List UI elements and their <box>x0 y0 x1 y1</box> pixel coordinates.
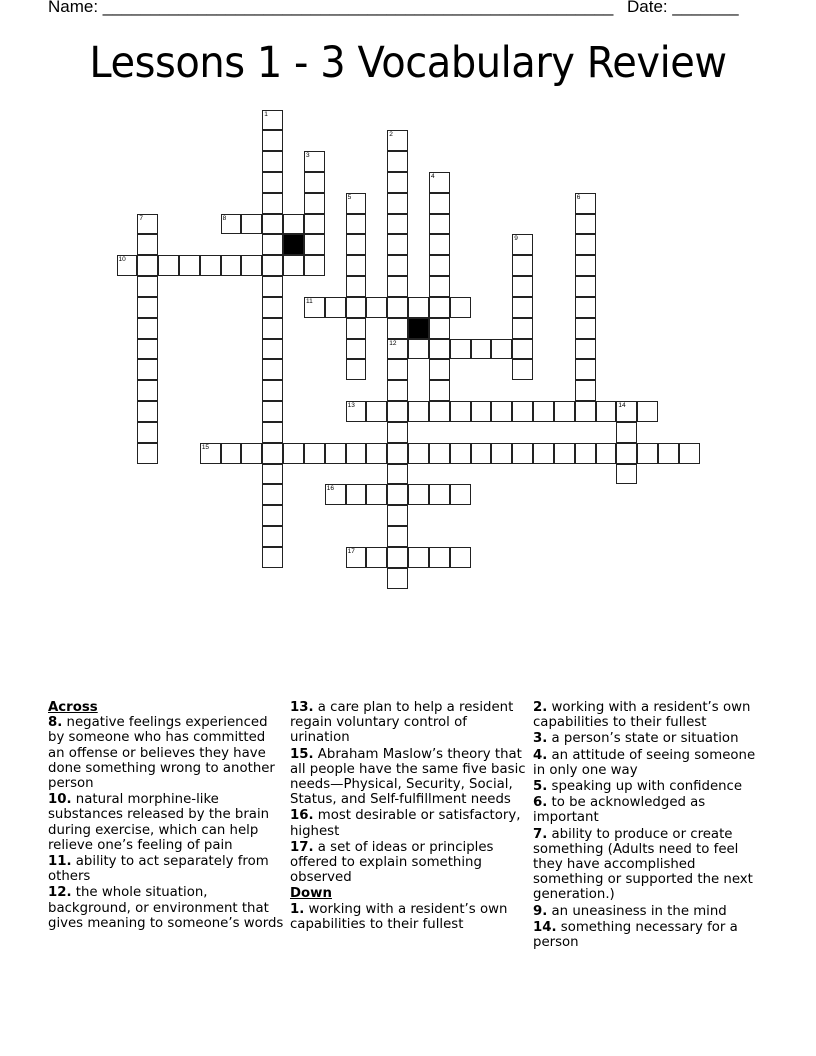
clue-item: 3. a person’s state or situation <box>533 731 739 747</box>
grid-cell[interactable] <box>283 255 304 276</box>
grid-cell[interactable] <box>137 422 158 443</box>
grid-cell[interactable] <box>575 339 596 360</box>
grid-cell[interactable] <box>616 422 637 443</box>
grid-cell[interactable] <box>575 401 596 422</box>
grid-cell[interactable] <box>346 359 367 380</box>
clue-item: 5. speaking up with confidence <box>533 779 743 795</box>
grid-cell[interactable] <box>366 297 387 318</box>
grid-cell[interactable] <box>325 297 346 318</box>
grid-cell[interactable] <box>408 401 429 422</box>
grid-cell[interactable] <box>450 297 471 318</box>
grid-cell[interactable] <box>262 359 283 380</box>
grid-cell[interactable] <box>387 526 408 547</box>
grid-cell[interactable] <box>137 214 158 235</box>
grid-cell[interactable] <box>221 255 242 276</box>
black-cell <box>408 318 429 339</box>
grid-cell[interactable] <box>387 318 408 339</box>
grid-cell[interactable] <box>262 276 283 297</box>
clue-item: 10. natural morphine-like substances released by the brain during exercise, which can help relieve one’s feeling of pain <box>48 792 270 853</box>
clue-number: 13 <box>347 402 355 410</box>
grid-cell[interactable] <box>346 339 367 360</box>
grid-cell[interactable] <box>512 339 533 360</box>
grid-cell[interactable] <box>346 214 367 235</box>
grid-cell[interactable] <box>262 339 283 360</box>
grid-cell[interactable] <box>533 443 554 464</box>
grid-cell[interactable] <box>408 297 429 318</box>
grid-cell[interactable] <box>429 318 450 339</box>
grid-cell[interactable] <box>554 401 575 422</box>
grid-cell[interactable] <box>283 443 304 464</box>
grid-cell[interactable] <box>408 443 429 464</box>
grid-cell[interactable] <box>387 359 408 380</box>
clue-item: 4. an attitude of seeing someone in only one way <box>533 747 756 778</box>
grid-cell[interactable] <box>200 443 221 464</box>
grid-cell[interactable] <box>512 297 533 318</box>
clue-number: 4 <box>430 172 435 180</box>
grid-cell[interactable] <box>387 130 408 151</box>
grid-cell[interactable] <box>596 401 617 422</box>
grid-cell[interactable] <box>387 464 408 485</box>
clue-number: 11 <box>305 297 313 305</box>
grid-cell[interactable] <box>387 443 408 464</box>
grid-cell[interactable] <box>429 484 450 505</box>
grid-cell[interactable] <box>304 172 325 193</box>
grid-cell[interactable] <box>387 422 408 443</box>
grid-cell[interactable] <box>408 339 429 360</box>
grid-cell[interactable] <box>637 401 658 422</box>
clue-item: 6. to be acknowledged as important <box>533 795 706 826</box>
grid-cell[interactable] <box>575 318 596 339</box>
grid-cell[interactable] <box>262 297 283 318</box>
grid-cell[interactable] <box>575 359 596 380</box>
grid-cell[interactable] <box>137 234 158 255</box>
grid-cell[interactable] <box>137 443 158 464</box>
grid-cell[interactable] <box>429 401 450 422</box>
grid-cell[interactable] <box>137 359 158 380</box>
grid-cell[interactable] <box>429 359 450 380</box>
clue-number: 16 <box>326 485 335 493</box>
grid-cell[interactable] <box>346 318 367 339</box>
clue-number: 15 <box>201 443 210 451</box>
grid-cell[interactable] <box>491 443 512 464</box>
grid-cell[interactable] <box>512 443 533 464</box>
clues-column-3 <box>533 700 769 951</box>
grid-cell[interactable] <box>408 484 429 505</box>
grid-cell[interactable] <box>387 547 408 568</box>
grid-cell[interactable] <box>346 484 367 505</box>
grid-cell[interactable] <box>262 151 283 172</box>
clue-item: 17. a set of ideas or principles offered to explain something observed <box>290 839 494 886</box>
grid-cell[interactable] <box>241 255 262 276</box>
grid-cell[interactable] <box>221 443 242 464</box>
grid-cell[interactable] <box>533 401 554 422</box>
grid-cell[interactable] <box>658 443 679 464</box>
clue-item: 1. working with a resident’s own capabilities to their fullest <box>290 901 508 932</box>
grid-cell[interactable] <box>387 380 408 401</box>
grid-cell[interactable] <box>262 318 283 339</box>
grid-cell[interactable] <box>304 443 325 464</box>
clue-number: 6 <box>576 193 581 201</box>
grid-cell[interactable] <box>221 214 242 235</box>
grid-cell[interactable] <box>575 255 596 276</box>
grid-cell[interactable] <box>429 547 450 568</box>
across-heading: Across <box>48 700 98 715</box>
grid-cell[interactable] <box>450 443 471 464</box>
grid-cell[interactable] <box>575 380 596 401</box>
grid-cell[interactable] <box>262 443 283 464</box>
grid-cell[interactable] <box>512 276 533 297</box>
grid-cell[interactable] <box>304 255 325 276</box>
clues-column-2 <box>290 700 526 933</box>
grid-cell[interactable] <box>346 234 367 255</box>
clue-item: 13. a care plan to help a resident regain voluntary control of urination <box>290 700 514 746</box>
grid-cell[interactable] <box>137 339 158 360</box>
clues-column-1 <box>48 700 284 932</box>
grid-cell[interactable] <box>616 401 637 422</box>
grid-cell[interactable] <box>262 464 283 485</box>
grid-cell[interactable] <box>616 443 637 464</box>
grid-cell[interactable] <box>262 130 283 151</box>
grid-cell[interactable] <box>450 547 471 568</box>
grid-cell[interactable] <box>366 547 387 568</box>
grid-cell[interactable] <box>429 276 450 297</box>
clue-number: 17 <box>347 547 355 555</box>
grid-cell[interactable] <box>429 214 450 235</box>
down-heading: Down <box>290 886 332 902</box>
grid-cell[interactable] <box>512 234 533 255</box>
grid-cell[interactable] <box>387 276 408 297</box>
grid-cell[interactable] <box>262 401 283 422</box>
grid-cell[interactable] <box>366 443 387 464</box>
grid-cell[interactable] <box>429 297 450 318</box>
grid-cell[interactable] <box>408 547 429 568</box>
grid-cell[interactable] <box>387 193 408 214</box>
grid-cell[interactable] <box>262 255 283 276</box>
clue-item: 12. the whole situation, background, or environment that gives meaning to someone’s words <box>48 885 284 931</box>
clue-number: 3 <box>305 152 310 160</box>
grid-cell[interactable] <box>262 380 283 401</box>
grid-cell[interactable] <box>450 339 471 360</box>
grid-cell[interactable] <box>262 110 283 131</box>
grid-cell[interactable] <box>616 464 637 485</box>
grid-cell[interactable] <box>346 276 367 297</box>
grid-cell[interactable] <box>325 443 346 464</box>
grid-cell[interactable] <box>137 318 158 339</box>
clue-number: 9 <box>514 235 518 243</box>
grid-cell[interactable] <box>387 255 408 276</box>
grid-cell[interactable] <box>491 339 512 360</box>
grid-cell[interactable] <box>346 401 367 422</box>
grid-cell[interactable] <box>179 255 200 276</box>
grid-cell[interactable] <box>262 234 283 255</box>
grid-cell[interactable] <box>679 443 700 464</box>
grid-cell[interactable] <box>304 297 325 318</box>
grid-cell[interactable] <box>471 401 492 422</box>
grid-cell[interactable] <box>491 401 512 422</box>
grid-cell[interactable] <box>429 339 450 360</box>
grid-cell[interactable] <box>387 484 408 505</box>
black-cell <box>283 234 304 255</box>
grid-cell[interactable] <box>262 526 283 547</box>
grid-cell[interactable] <box>346 547 367 568</box>
grid-cell[interactable] <box>262 214 283 235</box>
grid-cell[interactable] <box>304 214 325 235</box>
grid-cell[interactable] <box>137 401 158 422</box>
grid-cell[interactable] <box>512 318 533 339</box>
clue-item: 8. negative feelings experienced by someone who has committed an offense or believes they have done something wrong to another person <box>48 715 275 792</box>
name-field-label: Name: ______________________________________________________ <box>48 0 614 16</box>
grid-cell[interactable] <box>325 484 346 505</box>
grid-cell[interactable] <box>575 297 596 318</box>
grid-cell[interactable] <box>304 193 325 214</box>
grid-cell[interactable] <box>262 484 283 505</box>
grid-cell[interactable] <box>346 193 367 214</box>
grid-cell[interactable] <box>137 255 158 276</box>
grid-cell[interactable] <box>158 255 179 276</box>
grid-cell[interactable] <box>346 443 367 464</box>
grid-cell[interactable] <box>137 380 158 401</box>
grid-cell[interactable] <box>575 193 596 214</box>
grid-cell[interactable] <box>637 443 658 464</box>
clue-item: 14. something necessary for a person <box>533 919 738 951</box>
grid-cell[interactable] <box>262 172 283 193</box>
grid-cell[interactable] <box>450 484 471 505</box>
clue-number: 5 <box>347 193 352 201</box>
grid-cell[interactable] <box>304 234 325 255</box>
grid-cell[interactable] <box>554 443 575 464</box>
grid-cell[interactable] <box>387 505 408 526</box>
clue-number: 1 <box>264 110 268 118</box>
grid-cell[interactable] <box>346 297 367 318</box>
grid-cell[interactable] <box>575 234 596 255</box>
clue-item: 7. ability to produce or create something (Adults need to feel they have accomplished something or supported the next generation.) <box>533 826 753 903</box>
grid-cell[interactable] <box>137 276 158 297</box>
clue-item: 16. most desirable or satisfactory, highest <box>290 808 521 839</box>
grid-cell[interactable] <box>137 297 158 318</box>
grid-cell[interactable] <box>262 505 283 526</box>
grid-cell[interactable] <box>262 547 283 568</box>
grid-cell[interactable] <box>387 214 408 235</box>
grid-cell[interactable] <box>262 193 283 214</box>
grid-cell[interactable] <box>387 234 408 255</box>
grid-cell[interactable] <box>429 234 450 255</box>
grid-cell[interactable] <box>304 151 325 172</box>
grid-cell[interactable] <box>429 443 450 464</box>
grid-cell[interactable] <box>429 172 450 193</box>
grid-cell[interactable] <box>512 255 533 276</box>
page-title: Lessons 1 - 3 Vocabulary Review <box>89 38 727 88</box>
grid-cell[interactable] <box>429 193 450 214</box>
grid-cell[interactable] <box>387 151 408 172</box>
clue-number: 14 <box>618 402 626 410</box>
clue-item: 11. ability to act separately from others <box>48 854 269 885</box>
grid-cell[interactable] <box>471 339 492 360</box>
grid-cell[interactable] <box>387 401 408 422</box>
clue-number: 8 <box>222 214 227 222</box>
grid-cell[interactable] <box>200 255 221 276</box>
grid-cell[interactable] <box>262 422 283 443</box>
date-field-label: Date: _______ <box>627 0 739 16</box>
grid-cell[interactable] <box>429 255 450 276</box>
grid-cell[interactable] <box>366 484 387 505</box>
grid-cell[interactable] <box>366 401 387 422</box>
clue-item: 15. Abraham Maslow’s theory that all people have the same five basic needs—Physical, Security, Social, Status, and Self-fulfillment needs <box>290 746 526 808</box>
clue-number: 2 <box>389 131 393 139</box>
clue-number: 10 <box>118 256 126 264</box>
grid-cell[interactable] <box>241 443 262 464</box>
clue-number: 7 <box>139 214 143 222</box>
grid-cell[interactable] <box>346 255 367 276</box>
clue-number: 12 <box>389 339 397 347</box>
grid-cell[interactable] <box>117 255 138 276</box>
grid-cell[interactable] <box>450 401 471 422</box>
grid-cell[interactable] <box>387 339 408 360</box>
grid-cell[interactable] <box>596 443 617 464</box>
grid-cell[interactable] <box>283 214 304 235</box>
grid-cell[interactable] <box>575 214 596 235</box>
clue-item: 9. an uneasiness in the mind <box>533 903 727 919</box>
grid-cell[interactable] <box>575 276 596 297</box>
grid-cell[interactable] <box>241 214 262 235</box>
clue-item: 2. working with a resident’s own capabilities to their fullest <box>533 700 751 731</box>
grid-cell[interactable] <box>575 443 596 464</box>
grid-cell[interactable] <box>429 380 450 401</box>
grid-cell[interactable] <box>387 297 408 318</box>
grid-cell[interactable] <box>512 401 533 422</box>
grid-cell[interactable] <box>512 359 533 380</box>
grid-cell[interactable] <box>471 443 492 464</box>
grid-cell[interactable] <box>387 568 408 589</box>
grid-cell[interactable] <box>387 172 408 193</box>
